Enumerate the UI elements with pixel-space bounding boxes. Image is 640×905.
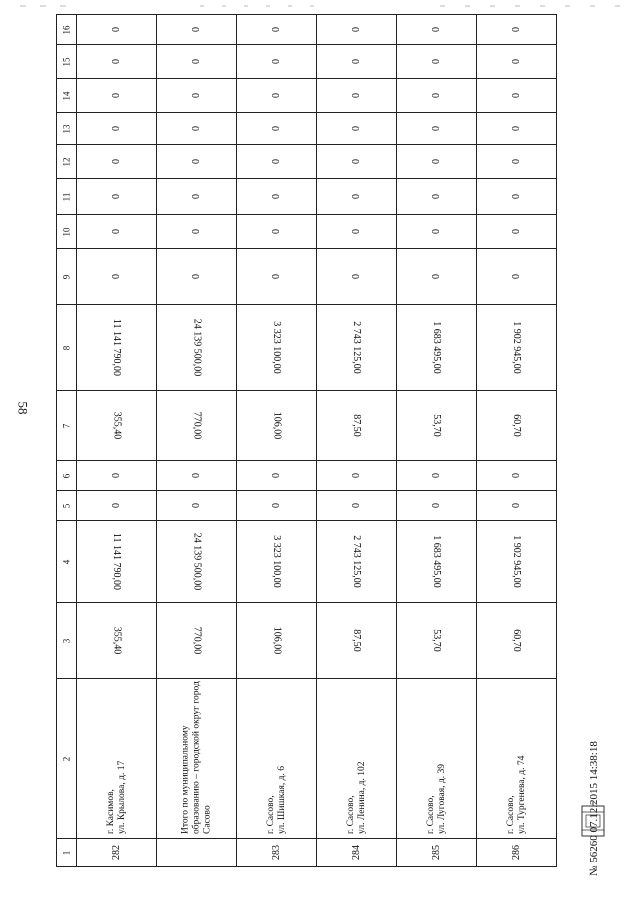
value-cell [157,145,237,179]
cell-value: 53,70 [431,414,442,437]
value-cell [237,305,317,391]
address-cell [77,679,157,839]
cell-value: 0 [511,159,522,164]
value-cell [237,249,317,305]
value-cell [397,145,477,179]
cell-value: 0 [111,93,122,98]
cell-value: 0 [271,473,282,478]
column-4-strip [57,521,557,603]
column-3-strip [57,603,557,679]
cell-value: 0 [271,503,282,508]
cell-value: 2 743 125,00 [351,535,362,588]
cell-value: 53,70 [431,629,442,652]
address-line: образованию – городской округ город [191,680,201,834]
row-number: 282 [111,845,122,860]
cell-value: 1 902 945,00 [511,321,522,374]
column-7-strip [57,391,557,461]
row-number: 285 [431,845,442,860]
value-cell [317,113,397,145]
address-line: г. Сасово, [505,794,516,834]
cell-value: 0 [271,159,282,164]
cell-value: 0 [351,27,362,32]
cell-value: 1 683 495,00 [431,535,442,588]
cell-value: 87,50 [351,414,362,437]
value-cell [477,15,557,45]
value-cell [317,521,397,603]
address-line: Итого по муниципальному [180,724,190,834]
cell-value: 0 [431,229,442,234]
value-cell [237,45,317,79]
cell-value: 11 141 790,00 [110,532,122,591]
column-number: 8 [57,305,77,391]
cell-value: 0 [111,126,122,131]
cell-value: 0 [111,473,122,478]
row-number-cell [317,839,397,867]
address-line: ул. Ленина, д. 102 [356,761,367,834]
value-cell [477,461,557,491]
row-number-cell [157,839,237,867]
address-line: г. Сасово, [345,794,356,834]
column-number: 4 [57,521,77,603]
value-cell [317,79,397,113]
cell-value: 3 323 100,00 [271,321,282,374]
value-cell [157,305,237,391]
address-line: Сасово [202,804,212,834]
value-cell [77,45,157,79]
value-cell [397,15,477,45]
column-number: 2 [57,679,77,839]
cell-value: 0 [351,274,362,279]
value-cell [237,461,317,491]
column-number: 6 [57,461,77,491]
cell-value: 0 [431,159,442,164]
row-number: 284 [351,845,362,860]
cell-value: 106,00 [271,626,282,655]
value-cell [397,79,477,113]
value-cell [77,79,157,113]
address-line: г. Сасово, [425,794,436,834]
value-cell [237,603,317,679]
value-cell [77,249,157,305]
value-cell [237,15,317,45]
address-line: ул. Луговая, д. 39 [436,763,447,834]
value-cell [157,461,237,491]
cell-value: 0 [511,126,522,131]
value-cell [157,79,237,113]
address-cell [317,679,397,839]
value-cell [317,145,397,179]
cell-value: 0 [431,59,442,64]
cell-value: 60,70 [511,414,522,437]
cell-value: 2 743 125,00 [351,321,362,374]
value-cell [397,491,477,521]
value-cell [397,113,477,145]
column-5-strip [57,491,557,521]
value-cell [237,145,317,179]
value-cell [397,179,477,215]
cell-value: 0 [271,59,282,64]
cell-value: 770,00 [191,411,202,440]
value-cell [237,391,317,461]
cell-value: 0 [111,194,122,199]
value-cell [317,15,397,45]
address-line: ул. Шишкая, д. 6 [276,765,287,834]
cell-value: 0 [511,194,522,199]
page-number: 58 [15,401,31,415]
cell-value: 0 [191,159,202,164]
cell-value: 106,00 [271,411,282,440]
cell-value: 0 [511,93,522,98]
cell-value: 0 [431,473,442,478]
value-cell [237,521,317,603]
cell-value: 0 [271,27,282,32]
cell-value: 1 902 945,00 [511,535,522,588]
cell-value: 0 [351,159,362,164]
cell-value: 0 [191,59,202,64]
value-cell [397,305,477,391]
cell-value: 355,40 [111,411,122,440]
row-number: 286 [511,845,522,860]
cell-value: 0 [351,229,362,234]
column-6-strip [57,461,557,491]
cell-value: 0 [431,27,442,32]
value-cell [317,215,397,249]
cell-value: 0 [111,503,122,508]
cell-value: 60,70 [511,629,522,652]
cell-value: 0 [511,503,522,508]
cell-value: 0 [191,194,202,199]
cell-value: 11 141 790,00 [110,318,122,377]
cell-value: 0 [271,126,282,131]
cell-value: 0 [271,229,282,234]
column-1-strip [57,839,557,867]
value-cell [157,491,237,521]
cell-value: 0 [351,503,362,508]
value-cell [397,45,477,79]
column-11-strip [57,179,557,215]
value-cell [157,391,237,461]
value-cell [157,603,237,679]
value-cell [77,113,157,145]
cell-value: 0 [431,126,442,131]
value-cell [77,15,157,45]
value-cell [477,45,557,79]
cell-value: 0 [111,59,122,64]
cell-value: 0 [351,93,362,98]
address-line: ул. Крылова, д. 17 [116,760,127,834]
column-number: 16 [57,15,77,45]
column-number: 9 [57,249,77,305]
column-2-strip [57,679,557,839]
value-cell [157,179,237,215]
address-line: г. Сасово, [265,794,276,834]
row-number-cell [477,839,557,867]
cell-value: 0 [431,274,442,279]
value-cell [317,305,397,391]
cell-value: 3 323 100,00 [271,535,282,588]
value-cell [77,391,157,461]
column-12-strip [57,145,557,179]
row-number: 283 [271,845,282,860]
row-number-cell [397,839,477,867]
value-cell [477,249,557,305]
column-15-strip [57,45,557,79]
column-number: 12 [57,145,77,179]
value-cell [77,491,157,521]
column-14-strip [57,79,557,113]
value-cell [77,521,157,603]
seal-icon [580,800,606,840]
value-cell [317,491,397,521]
registration-stamp [580,620,610,890]
value-cell [237,215,317,249]
data-table [56,14,557,867]
cell-value: 0 [111,274,122,279]
value-cell [477,179,557,215]
stamp-text: № 56260 07.12.2015 14:38:18 [588,741,600,876]
column-number: 3 [57,603,77,679]
value-cell [237,179,317,215]
address-cell [477,679,557,839]
column-8-strip [57,305,557,391]
value-cell [157,215,237,249]
column-9-strip [57,249,557,305]
cell-value: 0 [511,27,522,32]
value-cell [157,249,237,305]
column-13-strip [57,113,557,145]
value-cell [397,215,477,249]
value-cell [317,249,397,305]
cell-value: 0 [111,229,122,234]
cell-value: 0 [191,503,202,508]
column-10-strip [57,215,557,249]
cell-value: 0 [271,274,282,279]
cell-value: 0 [271,93,282,98]
value-cell [397,249,477,305]
column-number: 5 [57,491,77,521]
cell-value: 0 [191,27,202,32]
cell-value: 0 [111,159,122,164]
value-cell [477,603,557,679]
column-number: 10 [57,215,77,249]
column-number: 1 [57,839,77,867]
cell-value: 1 683 495,00 [431,321,442,374]
address-line: г. Касимов, [105,788,116,834]
column-number: 15 [57,45,77,79]
value-cell [77,215,157,249]
cell-value: 355,40 [111,626,122,655]
value-cell [77,603,157,679]
address-cell [157,679,237,839]
value-cell [237,113,317,145]
cell-value: 0 [191,473,202,478]
value-cell [77,179,157,215]
cell-value: 0 [431,93,442,98]
value-cell [237,79,317,113]
cell-value: 0 [351,126,362,131]
cell-value: 0 [351,59,362,64]
value-cell [77,145,157,179]
column-number: 13 [57,113,77,145]
cell-value: 0 [351,473,362,478]
value-cell [317,179,397,215]
value-cell [157,113,237,145]
value-cell [317,45,397,79]
cell-value: 0 [351,194,362,199]
value-cell [157,521,237,603]
address-line: ул. Тургенева, д. 74 [516,755,527,834]
column-number: 7 [57,391,77,461]
cell-value: 770,00 [191,626,202,655]
value-cell [157,45,237,79]
value-cell [477,521,557,603]
cell-value: 0 [511,229,522,234]
value-cell [237,491,317,521]
value-cell [477,391,557,461]
value-cell [477,145,557,179]
cell-value: 0 [511,59,522,64]
cell-value: 24 139 500,00 [191,532,202,591]
value-cell [397,603,477,679]
value-cell [477,215,557,249]
value-cell [317,603,397,679]
value-cell [397,391,477,461]
cell-value: 0 [431,503,442,508]
value-cell [477,79,557,113]
address-cell [397,679,477,839]
value-cell [477,113,557,145]
value-cell [77,305,157,391]
value-cell [317,461,397,491]
cell-value: 87,50 [351,629,362,652]
value-cell [397,521,477,603]
column-16-strip [57,15,557,45]
cell-value: 0 [191,93,202,98]
cell-value: 0 [431,194,442,199]
cell-value: 0 [191,229,202,234]
column-number: 14 [57,79,77,113]
cell-value: 0 [191,274,202,279]
top-edge-marks [20,5,620,7]
value-cell [77,461,157,491]
cell-value: 24 139 500,00 [191,318,202,377]
cell-value: 0 [271,194,282,199]
cell-value: 0 [511,274,522,279]
cell-value: 0 [511,473,522,478]
row-number-cell [237,839,317,867]
value-cell [397,461,477,491]
row-number-cell [77,839,157,867]
cell-value: 0 [111,27,122,32]
value-cell [477,305,557,391]
column-number: 11 [57,179,77,215]
cell-value: 0 [191,126,202,131]
value-cell [477,491,557,521]
value-cell [317,391,397,461]
value-cell [157,15,237,45]
address-cell [237,679,317,839]
